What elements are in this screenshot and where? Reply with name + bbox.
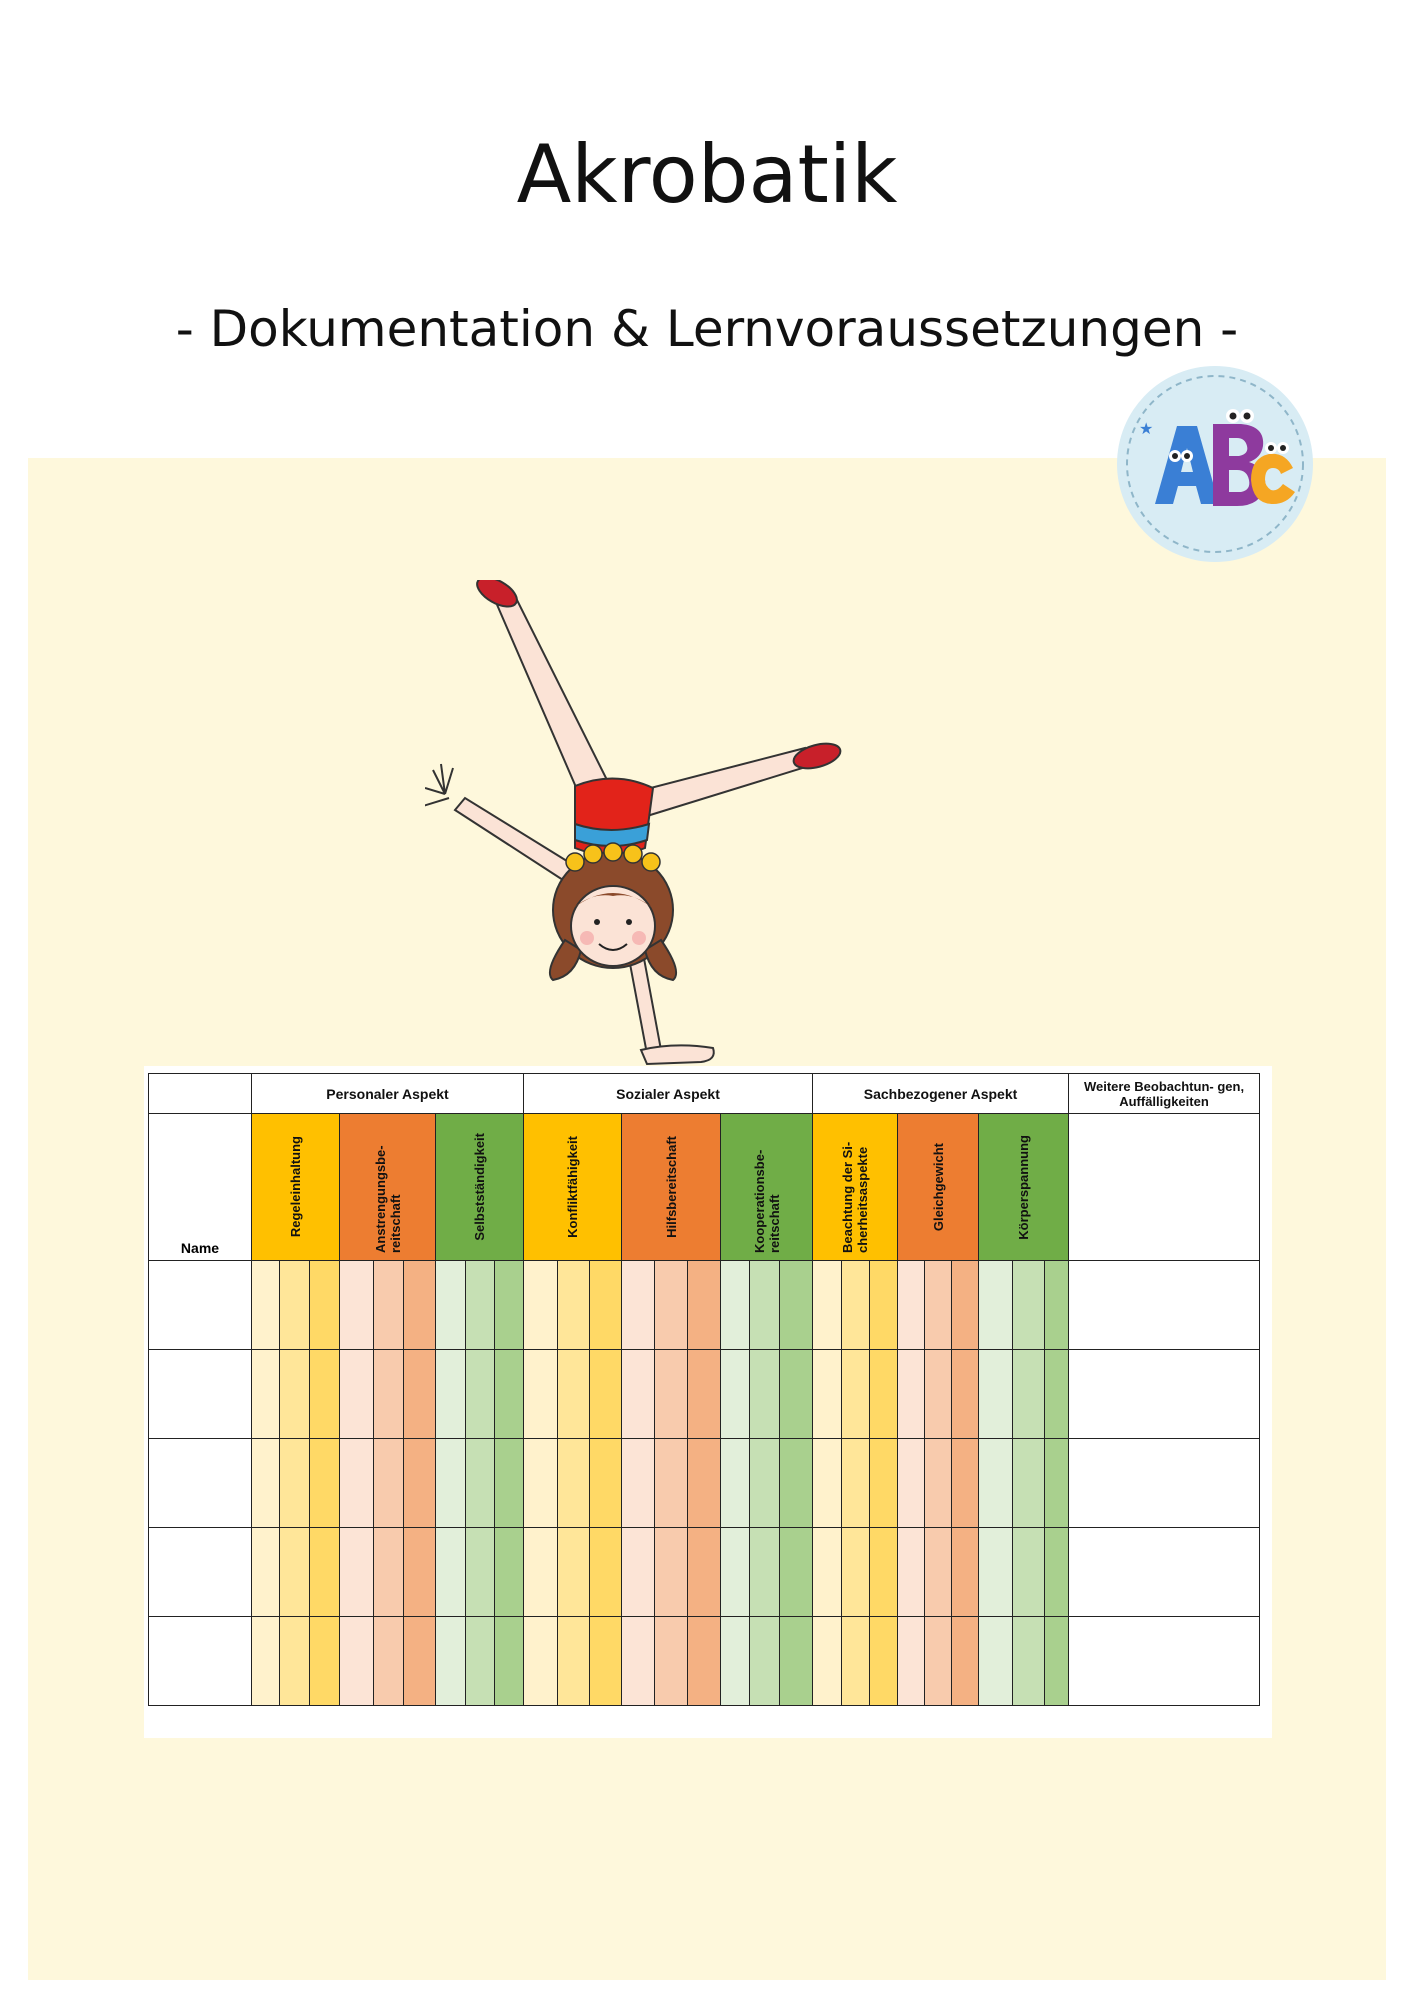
rating-cell[interactable] <box>750 1617 780 1706</box>
table-row <box>149 1261 1260 1350</box>
rating-cell[interactable] <box>558 1617 590 1706</box>
rating-cell[interactable] <box>688 1528 721 1617</box>
rating-cell[interactable] <box>952 1261 979 1350</box>
name-cell[interactable] <box>149 1350 252 1439</box>
rating-cell[interactable] <box>310 1439 340 1528</box>
rating-cell[interactable] <box>622 1350 655 1439</box>
rating-cell[interactable] <box>404 1617 436 1706</box>
rating-cell[interactable] <box>436 1617 466 1706</box>
rating-cell[interactable] <box>495 1617 524 1706</box>
rating-cell[interactable] <box>1013 1439 1045 1528</box>
rating-cell[interactable] <box>495 1439 524 1528</box>
rating-cell[interactable] <box>925 1350 952 1439</box>
rating-cell[interactable] <box>898 1528 925 1617</box>
rating-cell[interactable] <box>466 1350 495 1439</box>
rating-cell[interactable] <box>780 1617 813 1706</box>
rating-cell[interactable] <box>780 1439 813 1528</box>
rating-cell[interactable] <box>655 1617 688 1706</box>
rating-cell[interactable] <box>252 1617 280 1706</box>
rating-cell[interactable] <box>495 1350 524 1439</box>
rating-cell[interactable] <box>750 1261 780 1350</box>
rating-cell[interactable] <box>374 1261 404 1350</box>
rating-cell[interactable] <box>310 1350 340 1439</box>
criterion-label: Regeleinhaltung <box>288 1136 303 1238</box>
criterion-header <box>898 1114 979 1261</box>
rating-cell[interactable] <box>310 1617 340 1706</box>
rating-cell[interactable] <box>466 1617 495 1706</box>
rating-cell[interactable] <box>1013 1350 1045 1439</box>
rating-cell[interactable] <box>252 1528 280 1617</box>
rating-cell[interactable] <box>979 1617 1013 1706</box>
page-title: Akrobatik <box>516 128 898 221</box>
table-row <box>149 1617 1260 1706</box>
rating-cell[interactable] <box>524 1439 558 1528</box>
rating-cell[interactable] <box>750 1350 780 1439</box>
rating-cell[interactable] <box>466 1439 495 1528</box>
notes-cell[interactable] <box>1069 1528 1260 1617</box>
rating-cell[interactable] <box>925 1528 952 1617</box>
rating-cell[interactable] <box>558 1528 590 1617</box>
name-cell[interactable] <box>149 1261 252 1350</box>
criterion-header <box>979 1114 1069 1261</box>
table-row <box>149 1439 1260 1528</box>
rating-cell[interactable] <box>750 1439 780 1528</box>
criterion-header <box>721 1114 813 1261</box>
name-cell[interactable] <box>149 1528 252 1617</box>
rating-cell[interactable] <box>495 1528 524 1617</box>
rating-cell[interactable] <box>842 1617 870 1706</box>
criterion-header <box>813 1114 898 1261</box>
criterion-label: Kooperationsbe- reitschaft <box>751 1149 782 1253</box>
rating-cell[interactable] <box>558 1439 590 1528</box>
name-cell[interactable] <box>149 1617 252 1706</box>
rating-cell[interactable] <box>404 1528 436 1617</box>
rating-cell[interactable] <box>898 1617 925 1706</box>
rating-cell[interactable] <box>436 1261 466 1350</box>
criterion-label: Beachtung der Si- cherheitsaspekte <box>840 1141 870 1253</box>
rating-cell[interactable] <box>495 1261 524 1350</box>
rating-cell[interactable] <box>721 1528 750 1617</box>
criterion-header <box>252 1114 340 1261</box>
rating-cell[interactable] <box>374 1350 404 1439</box>
rating-cell[interactable] <box>688 1350 721 1439</box>
rating-cell[interactable] <box>925 1439 952 1528</box>
rating-cell[interactable] <box>340 1528 374 1617</box>
rating-cell[interactable] <box>979 1261 1013 1350</box>
rating-cell[interactable] <box>1013 1528 1045 1617</box>
group-social: Sozialer Aspekt <box>524 1074 813 1114</box>
group-notes: Weitere Beobachtun- gen, Auffälligkeiten <box>1069 1074 1260 1114</box>
rating-cell[interactable] <box>622 1439 655 1528</box>
notes-cell[interactable] <box>1069 1439 1260 1528</box>
rating-cell[interactable] <box>252 1439 280 1528</box>
rating-cell[interactable] <box>404 1350 436 1439</box>
criterion-label: Anstrengungsbe- reitschaft <box>372 1145 403 1253</box>
rating-cell[interactable] <box>979 1528 1013 1617</box>
rating-cell[interactable] <box>979 1439 1013 1528</box>
page-subtitle: - Dokumentation & Lernvoraussetzungen - <box>175 300 1239 358</box>
abc-logo-icon <box>1115 364 1315 564</box>
criterion-label: Konfliktfähigkeit <box>565 1136 580 1238</box>
rating-cell[interactable] <box>590 1261 622 1350</box>
rating-cell[interactable] <box>1045 1261 1069 1350</box>
rating-cell[interactable] <box>952 1439 979 1528</box>
rating-cell[interactable] <box>558 1350 590 1439</box>
rating-cell[interactable] <box>750 1528 780 1617</box>
rating-cell[interactable] <box>436 1350 466 1439</box>
rating-cell[interactable] <box>870 1528 898 1617</box>
rating-cell[interactable] <box>655 1439 688 1528</box>
rating-cell[interactable] <box>842 1350 870 1439</box>
rating-cell[interactable] <box>688 1617 721 1706</box>
rating-cell[interactable] <box>374 1528 404 1617</box>
rating-cell[interactable] <box>813 1350 842 1439</box>
rating-cell[interactable] <box>688 1439 721 1528</box>
name-cell[interactable] <box>149 1439 252 1528</box>
rating-cell[interactable] <box>842 1528 870 1617</box>
rating-cell[interactable] <box>280 1350 310 1439</box>
rating-cell[interactable] <box>870 1439 898 1528</box>
rating-cell[interactable] <box>558 1261 590 1350</box>
rating-cell[interactable] <box>466 1528 495 1617</box>
rating-cell[interactable] <box>870 1261 898 1350</box>
criterion-label: Gleichgewicht <box>930 1142 946 1232</box>
cartwheel-girl-icon <box>425 580 925 1090</box>
rating-cell[interactable] <box>1045 1350 1069 1439</box>
table-row <box>149 1350 1260 1439</box>
criterion-header <box>524 1114 622 1261</box>
rating-cell[interactable] <box>721 1261 750 1350</box>
rating-cell[interactable] <box>952 1350 979 1439</box>
rating-cell[interactable] <box>842 1261 870 1350</box>
rating-cell[interactable] <box>925 1261 952 1350</box>
rating-cell[interactable] <box>1045 1528 1069 1617</box>
rating-cell[interactable] <box>1013 1261 1045 1350</box>
rating-cell[interactable] <box>622 1528 655 1617</box>
rating-cell[interactable] <box>524 1350 558 1439</box>
rating-cell[interactable] <box>721 1617 750 1706</box>
rating-cell[interactable] <box>374 1439 404 1528</box>
rating-cell[interactable] <box>252 1350 280 1439</box>
rating-cell[interactable] <box>925 1617 952 1706</box>
criterion-label: Körperspannung <box>1016 1134 1031 1240</box>
rating-cell[interactable] <box>524 1528 558 1617</box>
rating-cell[interactable] <box>524 1261 558 1350</box>
rating-cell[interactable] <box>280 1261 310 1350</box>
rating-cell[interactable] <box>813 1439 842 1528</box>
rating-cell[interactable] <box>404 1261 436 1350</box>
rating-cell[interactable] <box>280 1617 310 1706</box>
rating-cell[interactable] <box>252 1261 280 1350</box>
rating-cell[interactable] <box>952 1528 979 1617</box>
rating-cell[interactable] <box>622 1261 655 1350</box>
criterion-header <box>622 1114 721 1261</box>
svg-text:★: ★ <box>1139 419 1154 438</box>
criterion-header <box>436 1114 524 1261</box>
rating-cell[interactable] <box>1045 1439 1069 1528</box>
observation-table-sheet <box>144 1066 1272 1738</box>
rating-cell[interactable] <box>813 1261 842 1350</box>
criterion-label: Selbstständigkeit <box>472 1133 487 1241</box>
rating-cell[interactable] <box>870 1350 898 1439</box>
rating-cell[interactable] <box>340 1439 374 1528</box>
rating-cell[interactable] <box>780 1528 813 1617</box>
rating-cell[interactable] <box>340 1350 374 1439</box>
rating-cell[interactable] <box>404 1439 436 1528</box>
rating-cell[interactable] <box>780 1350 813 1439</box>
rating-cell[interactable] <box>898 1350 925 1439</box>
rating-cell[interactable] <box>655 1261 688 1350</box>
notes-header-blank <box>1069 1114 1260 1261</box>
rating-cell[interactable] <box>655 1350 688 1439</box>
criterion-header <box>340 1114 436 1261</box>
rating-cell[interactable] <box>688 1261 721 1350</box>
rating-cell[interactable] <box>436 1528 466 1617</box>
rating-cell[interactable] <box>310 1528 340 1617</box>
rating-cell[interactable] <box>280 1439 310 1528</box>
rating-cell[interactable] <box>622 1617 655 1706</box>
name-header: Name <box>149 1114 252 1261</box>
rating-cell[interactable] <box>590 1528 622 1617</box>
notes-cell[interactable] <box>1069 1350 1260 1439</box>
corner-cell <box>149 1074 252 1114</box>
rating-cell[interactable] <box>524 1617 558 1706</box>
rating-cell[interactable] <box>590 1439 622 1528</box>
rating-cell[interactable] <box>1045 1617 1069 1706</box>
group-personal: Personaler Aspekt <box>252 1074 524 1114</box>
rating-cell[interactable] <box>952 1617 979 1706</box>
group-subject: Sachbezogener Aspekt <box>813 1074 1069 1114</box>
rating-cell[interactable] <box>721 1439 750 1528</box>
rating-cell[interactable] <box>340 1261 374 1350</box>
notes-cell[interactable] <box>1069 1617 1260 1706</box>
rating-cell[interactable] <box>310 1261 340 1350</box>
rating-cell[interactable] <box>590 1617 622 1706</box>
rating-cell[interactable] <box>979 1350 1013 1439</box>
rating-cell[interactable] <box>813 1617 842 1706</box>
rating-cell[interactable] <box>842 1439 870 1528</box>
rating-cell[interactable] <box>374 1617 404 1706</box>
observation-table <box>148 1073 1260 1706</box>
criterion-label: Hilfsbereitschaft <box>663 1136 679 1238</box>
rating-cell[interactable] <box>898 1439 925 1528</box>
rating-cell[interactable] <box>340 1617 374 1706</box>
rating-cell[interactable] <box>590 1350 622 1439</box>
rating-cell[interactable] <box>280 1528 310 1617</box>
rating-cell[interactable] <box>655 1528 688 1617</box>
rating-cell[interactable] <box>813 1528 842 1617</box>
rating-cell[interactable] <box>466 1261 495 1350</box>
rating-cell[interactable] <box>780 1261 813 1350</box>
rating-cell[interactable] <box>436 1439 466 1528</box>
rating-cell[interactable] <box>1013 1617 1045 1706</box>
rating-cell[interactable] <box>721 1350 750 1439</box>
rating-cell[interactable] <box>898 1261 925 1350</box>
table-row <box>149 1528 1260 1617</box>
rating-cell[interactable] <box>870 1617 898 1706</box>
notes-cell[interactable] <box>1069 1261 1260 1350</box>
